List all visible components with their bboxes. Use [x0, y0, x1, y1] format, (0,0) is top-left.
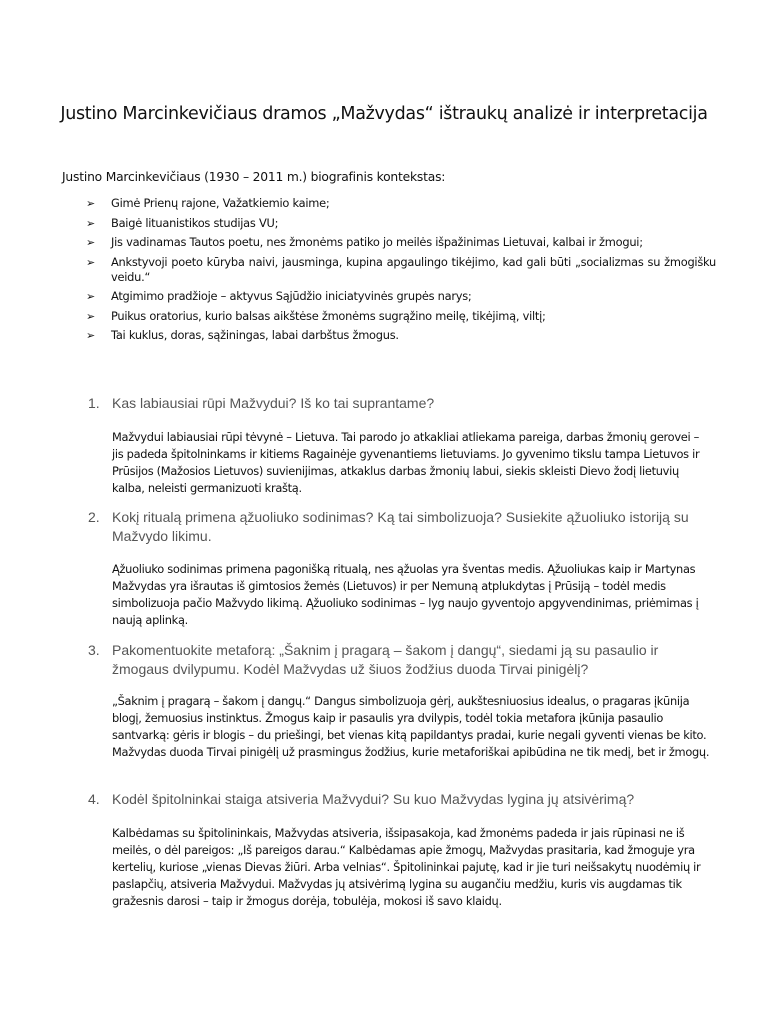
list-item: ➢ Atgimimo pradžioje – aktyvus Sąjūdžio iniciatyvinės grupės narys;	[86, 289, 472, 303]
document-title: Justino Marcinkevičiaus dramos „Mažvydas“ ištraukų analizė ir interpretacija	[60, 104, 708, 124]
question-3	[88, 641, 708, 679]
question-1	[88, 394, 708, 413]
answer-text: Kalbėdamas su špitolininkais, Mažvydas atsiveria, išsipasakoja, kad žmonėms padeda ir jais rūpinasi ne iš meilės, o dėl pareigos: „Iš pareigos darau.“ Kalbėdamas apie žmogų, Mažvydas prasitaria, kad žmoguje yra kertelių, kuriose „vienas Dievas žiūri. Arba velnias“. Špitolininkai pajutę, kad ir jie turi neišsakytų nuodėmių ir paslapčių, atsiveria Mažvydui. Mažvydas jų atsivėrimą lygina su augančiu medžiu, kuris vis augdamas tik gražesnis darosi – taip ir žmogus dorėja, tobulėja, mokosi iš savo klaidų.	[112, 826, 701, 908]
biography-heading: Justino Marcinkevičiaus (1930 – 2011 m.) biografinis kontekstas:	[62, 170, 446, 184]
answer-4	[112, 825, 712, 910]
list-item: ➢ Baigė lituanistikos studijas VU;	[86, 215, 279, 230]
list-item: ➢ Gimė Prienų rajone, Važatkiemio kaime;	[86, 196, 330, 210]
question-number: 3.	[88, 642, 100, 658]
answer-text: „Šaknim į pragarą – šakom į dangų.“ Dangus simbolizuoja gėrį, aukštesniuosius idealus, o pragaras įkūnija blogį, žemuosius instinktus. Žmogus kaip ir pasaulis yra dvilypis, todėl tokia metafora įkūnija pasaulio santvarką: gėris ir blogis – du priešingi, bet vienas kitą papildantys pradai, kurie negali gyventi vienas be kito. Mažvydas duoda Tirvai pinigėlį už prasmingus žodžius, kurie metaforiškai apibūdina ne tik medį, bet ir žmogų.	[112, 694, 710, 759]
arrowhead-bullet-icon: ➢	[86, 290, 95, 303]
question-4	[88, 790, 708, 809]
question-text: Kas labiausiai rūpi Mažvydui? Iš ko tai suprantame?	[112, 395, 435, 411]
question-text: Kokį ritualą primena ąžuoliuko sodinimas? Ką tai simbolizuoja? Susiekite ąžuoliuko istoriją su Mažvydo likimu.	[112, 509, 689, 544]
answer-1	[112, 429, 712, 497]
answer-3	[112, 693, 712, 761]
arrowhead-bullet-icon: ➢	[86, 236, 95, 249]
question-number: 1.	[88, 395, 100, 411]
question-number: 2.	[88, 509, 100, 525]
answer-text: Ąžuoliuko sodinimas primena pagonišką ritualą, nes ąžuolas yra šventas medis. Ąžuoliukas kaip ir Martynas Mažvydas yra išrautas iš gimtosios žemės (Lietuvos) ir per Nemuną atplukdytas į Prūsiją – todėl medis simbolizuoja pačio Mažvydo likimą. Ąžuoliuko sodinimas – lyg naujo gyventojo apgyvendinimas, priėmimas į naują aplinką.	[112, 562, 699, 627]
question-text: Kodėl špitolninkai staiga atsiveria Mažvydui? Su kuo Mažvydas lygina jų atsivėrimą?	[112, 791, 635, 807]
answer-2	[112, 561, 712, 629]
answer-text: Mažvydui labiausiai rūpi tėvynė – Lietuva. Tai parodo jo atkakliai atliekama pareiga, darbas žmonių gerovei – jis padeda špitolninkams ir kitiems Ragainėje gyvenantiems lietuviams. Jo gyvenimo tikslu tampa Lietuvos ir Prūsijos (Mažosios Lietuvos) suvienijimas, atkaklus darbas žmonių labui, siekis skleisti Dievo žodį lietuvių kalba, neleisti germanizuoti kraštą.	[112, 430, 700, 495]
biography-list	[86, 196, 716, 348]
question-2	[88, 508, 708, 546]
list-item: ➢ Tai kuklus, doras, sąžiningas, labai darbštus žmogus.	[86, 328, 399, 342]
list-item: ➢ Puikus oratorius, kurio balsas aikštėse žmonėms sugrąžino meilę, tikėjimą, viltį;	[86, 308, 546, 323]
arrowhead-bullet-icon: ➢	[86, 309, 95, 323]
arrowhead-bullet-icon: ➢	[86, 329, 95, 342]
question-number: 4.	[88, 791, 100, 807]
arrowhead-bullet-icon: ➢	[86, 255, 95, 269]
list-item: ➢ Ankstyvoji poeto kūryba naivi, jausminga, kupina apgaulingo tikėjimo, kad gali būti „socializmas su žmogišku veidu.“	[86, 254, 716, 284]
list-item: ➢ Jis vadinamas Tautos poetu, nes žmonėms patiko jo meilės išpažinimas Lietuvai, kalbai ir žmogui;	[86, 235, 643, 249]
arrowhead-bullet-icon: ➢	[86, 197, 95, 210]
arrowhead-bullet-icon: ➢	[86, 216, 95, 230]
question-text: Pakomentuokite metaforą: „Šaknim į pragarą – šakom į dangų“, siedami ją su pasaulio ir žmogaus dvilypumu. Kodėl Mažvydas už šiuos žodžius duoda Tirvai pinigėlį?	[112, 642, 659, 677]
